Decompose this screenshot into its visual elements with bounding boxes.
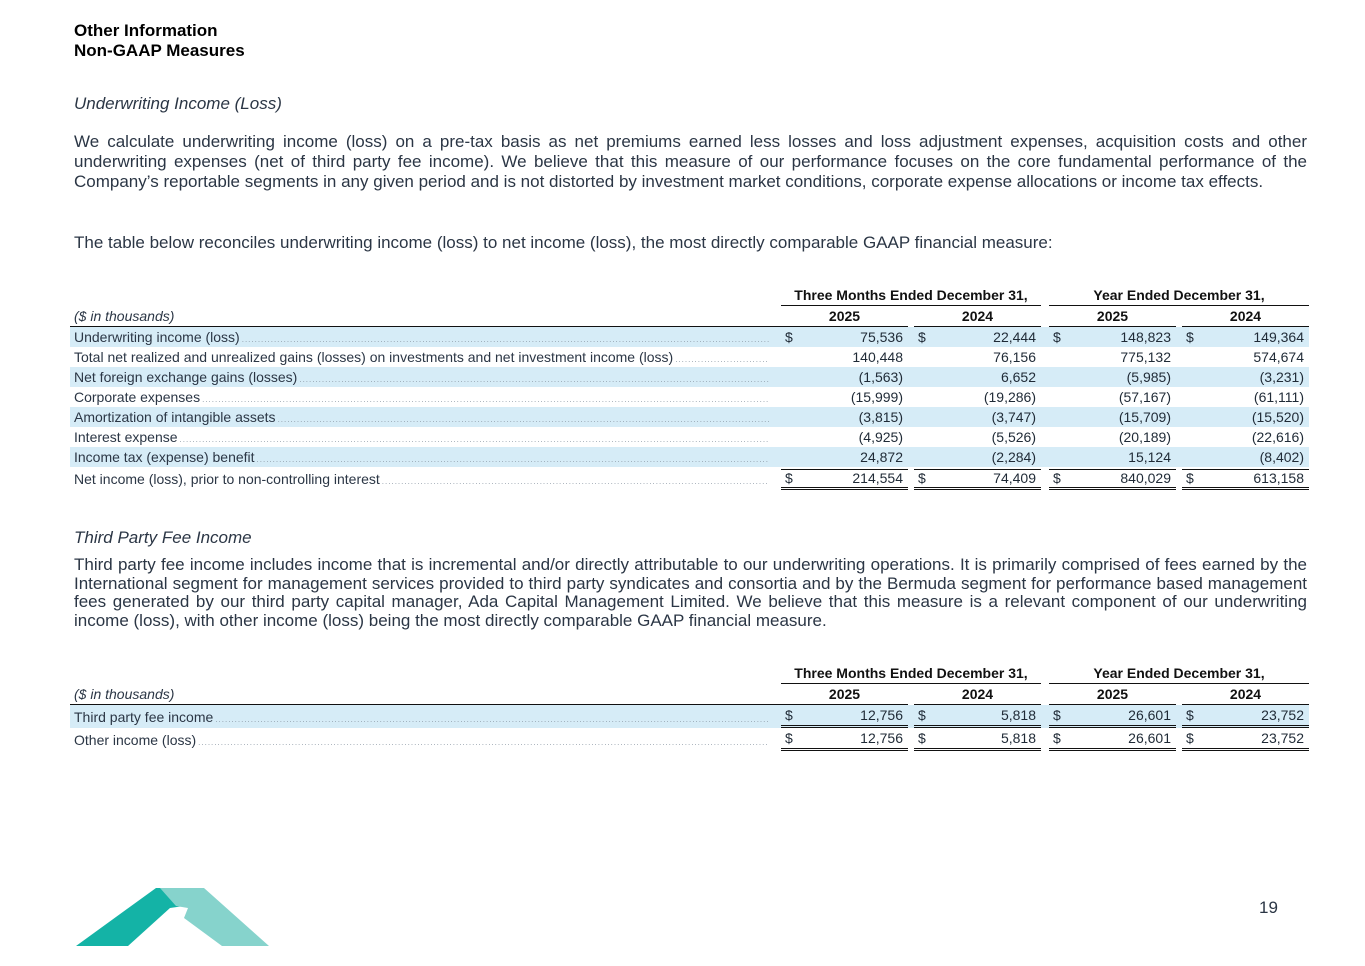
- value-cell: [914, 705, 1041, 728]
- value-cell: [781, 705, 908, 728]
- page-number: 19: [1259, 898, 1278, 917]
- row-label-text: Total net realized and unrealized gains (losses) on investments and net investment income (loss): [74, 349, 674, 365]
- amount: (19,286): [983, 389, 1036, 405]
- amount: (4,925): [858, 429, 903, 445]
- value-cell: [914, 367, 1041, 387]
- amount: 12,756: [860, 707, 903, 723]
- dot-leader: [382, 477, 769, 486]
- currency-symbol: $: [1053, 707, 1061, 723]
- amount: 26,601: [1128, 707, 1171, 723]
- year-header: 2025: [1049, 306, 1176, 327]
- amount: (15,999): [850, 389, 903, 405]
- company-logo: [76, 888, 270, 948]
- amount: 775,132: [1120, 349, 1171, 365]
- amount: (5,985): [1126, 369, 1171, 385]
- value-cell: [1182, 705, 1309, 728]
- amount: (1,563): [858, 369, 903, 385]
- year-header: 2024: [914, 306, 1041, 327]
- row-label-text: Corporate expenses: [74, 389, 201, 405]
- amount: 840,029: [1120, 469, 1171, 486]
- row-label: [70, 705, 773, 728]
- amount: 613,158: [1253, 469, 1304, 486]
- dot-leader: [180, 435, 769, 444]
- value-cell: [781, 347, 908, 367]
- value-cell: [1049, 427, 1176, 447]
- section-title-underwriting: Underwriting Income (Loss): [74, 94, 282, 113]
- header-title: Other Information: [74, 21, 218, 40]
- table-row: [70, 367, 1309, 387]
- value-cell: [1182, 467, 1309, 490]
- value-cell: [781, 367, 908, 387]
- table-row: [70, 407, 1309, 427]
- currency-symbol: $: [1186, 730, 1194, 746]
- page-header: [74, 21, 245, 61]
- row-label: [70, 347, 773, 367]
- amount: 74,409: [993, 469, 1036, 486]
- currency-symbol: $: [785, 730, 793, 746]
- amount: 5,818: [1000, 707, 1036, 723]
- group-header-three-months: Three Months Ended December 31,: [781, 285, 1041, 306]
- underwriting-description: We calculate underwriting income (loss) on a pre-tax basis as net premiums earned less losses and loss adjustment expenses, acquisition costs and other underwriting expenses (net of third party fee income). We believe that this measure of our performance focuses on the core fundamental performance of the Company’s reportable segments in any given period and is not distorted by investment market conditions, corporate expense allocations or income tax effects.: [74, 132, 1307, 191]
- value-cell: [914, 728, 1041, 751]
- row-label: [70, 327, 773, 347]
- currency-symbol: $: [918, 469, 926, 486]
- year-header: 2025: [1049, 684, 1176, 705]
- group-header-year: Year Ended December 31,: [1049, 285, 1309, 306]
- amount: 23,752: [1261, 730, 1304, 746]
- currency-symbol: $: [1053, 329, 1061, 345]
- row-label: [70, 367, 773, 387]
- table-row: [70, 705, 1309, 728]
- value-cell: [781, 447, 908, 467]
- amount: (3,231): [1259, 369, 1304, 385]
- year-header: 2025: [781, 306, 908, 327]
- value-cell: [1049, 728, 1176, 751]
- row-label: [70, 387, 773, 407]
- dot-leader: [675, 355, 769, 364]
- amount: 6,652: [1000, 369, 1036, 385]
- year-header: 2024: [1182, 684, 1309, 705]
- row-label-text: Underwriting income (loss): [74, 329, 240, 345]
- currency-symbol: $: [785, 707, 793, 723]
- value-cell: [1182, 728, 1309, 751]
- value-cell: [1049, 367, 1176, 387]
- underwriting-reconciliation-table: [70, 285, 1309, 490]
- row-label-text: Other income (loss): [74, 731, 197, 748]
- logo-light-shape: [160, 888, 269, 946]
- value-cell: [781, 387, 908, 407]
- row-label-text: Interest expense: [74, 429, 178, 445]
- value-cell: [781, 728, 908, 751]
- amount: 148,823: [1120, 329, 1171, 345]
- value-cell: [914, 327, 1041, 347]
- units-label: ($ in thousands): [70, 684, 773, 705]
- amount: 26,601: [1128, 730, 1171, 746]
- amount: 75,536: [860, 329, 903, 345]
- currency-symbol: $: [1186, 469, 1194, 486]
- value-cell: [1049, 387, 1176, 407]
- amount: (8,402): [1259, 449, 1304, 465]
- value-cell: [1049, 327, 1176, 347]
- value-cell: [914, 447, 1041, 467]
- currency-symbol: $: [1053, 730, 1061, 746]
- fee-income-description: Third party fee income includes income that is incremental and/or directly attributable to our underwriting operations. It is primarily comprised of fees earned by the International segment for management services provided to third party syndicates and consortia and by the Bermuda segment for performance based management fees generated by our third party capital manager, Ada Capital Management Limited. We believe that this measure is a relevant component of our underwriting income (loss), with other income (loss) being the most directly comparable GAAP financial measure.: [74, 555, 1307, 630]
- value-cell: [1182, 367, 1309, 387]
- value-cell: [1049, 705, 1176, 728]
- value-cell: [781, 327, 908, 347]
- amount: 574,674: [1253, 349, 1304, 365]
- amount: 149,364: [1253, 329, 1304, 345]
- amount: (57,167): [1118, 389, 1171, 405]
- year-header: 2024: [914, 684, 1041, 705]
- value-cell: [1049, 407, 1176, 427]
- group-header-three-months: Three Months Ended December 31,: [781, 663, 1041, 684]
- currency-symbol: $: [1053, 469, 1061, 486]
- dot-leader: [278, 415, 769, 424]
- row-label-text: Net income (loss), prior to non-controlling interest: [74, 470, 380, 487]
- value-cell: [1182, 407, 1309, 427]
- row-label: [70, 407, 773, 427]
- value-cell: [1049, 447, 1176, 467]
- row-label-text: Income tax (expense) benefit: [74, 449, 255, 465]
- value-cell: [1049, 347, 1176, 367]
- amount: (15,520): [1251, 409, 1304, 425]
- table-row: [70, 467, 1309, 490]
- table-row: [70, 447, 1309, 467]
- value-cell: [914, 387, 1041, 407]
- value-cell: [1182, 347, 1309, 367]
- amount: 214,554: [852, 469, 903, 486]
- dot-leader: [257, 455, 769, 464]
- value-cell: [1049, 467, 1176, 490]
- row-label: [70, 467, 773, 490]
- value-cell: [781, 427, 908, 447]
- currency-symbol: $: [785, 329, 793, 345]
- currency-symbol: $: [918, 707, 926, 723]
- value-cell: [1182, 387, 1309, 407]
- dot-leader: [215, 715, 769, 724]
- currency-symbol: $: [785, 469, 793, 486]
- header-subtitle: Non-GAAP Measures: [74, 41, 245, 60]
- row-label-text: Third party fee income: [74, 708, 214, 725]
- year-header: 2025: [781, 684, 908, 705]
- amount: (3,815): [858, 409, 903, 425]
- amount: (5,526): [991, 429, 1036, 445]
- section-title-fee-income: Third Party Fee Income: [74, 528, 252, 547]
- value-cell: [781, 467, 908, 490]
- table-row: [70, 347, 1309, 367]
- value-cell: [914, 347, 1041, 367]
- currency-symbol: $: [1186, 707, 1194, 723]
- amount: 140,448: [852, 349, 903, 365]
- units-label: ($ in thousands): [70, 306, 773, 327]
- amount: (20,189): [1118, 429, 1171, 445]
- value-cell: [781, 407, 908, 427]
- amount: (3,747): [991, 409, 1036, 425]
- currency-symbol: $: [1186, 329, 1194, 345]
- value-cell: [1182, 427, 1309, 447]
- amount: 23,752: [1261, 707, 1304, 723]
- table-row: [70, 387, 1309, 407]
- currency-symbol: $: [918, 329, 926, 345]
- fee-income-table: [70, 663, 1309, 751]
- year-header: 2024: [1182, 306, 1309, 327]
- table-row: [70, 427, 1309, 447]
- amount: 15,124: [1128, 449, 1171, 465]
- value-cell: [1182, 327, 1309, 347]
- value-cell: [914, 467, 1041, 490]
- amount: 24,872: [860, 449, 903, 465]
- value-cell: [1182, 447, 1309, 467]
- amount: (15,709): [1118, 409, 1171, 425]
- row-label-text: Amortization of intangible assets: [74, 409, 276, 425]
- amount: 22,444: [993, 329, 1036, 345]
- table-row: [70, 728, 1309, 751]
- amount: 12,756: [860, 730, 903, 746]
- amount: (61,111): [1253, 389, 1304, 405]
- dot-leader: [242, 335, 769, 344]
- dot-leader: [299, 375, 769, 384]
- currency-symbol: $: [918, 730, 926, 746]
- group-header-year: Year Ended December 31,: [1049, 663, 1309, 684]
- amount: 5,818: [1000, 730, 1036, 746]
- value-cell: [914, 407, 1041, 427]
- row-label-text: Net foreign exchange gains (losses): [74, 369, 298, 385]
- amount: 76,156: [993, 349, 1036, 365]
- dot-leader: [202, 395, 769, 404]
- amount: (2,284): [991, 449, 1036, 465]
- dot-leader: [198, 738, 769, 747]
- table-row: [70, 327, 1309, 347]
- row-label: [70, 447, 773, 467]
- row-label: [70, 427, 773, 447]
- reconciliation-intro: The table below reconciles underwriting income (loss) to net income (loss), the most directly comparable GAAP financial measure:: [74, 233, 1053, 252]
- value-cell: [914, 427, 1041, 447]
- amount: (22,616): [1251, 429, 1304, 445]
- row-label: [70, 728, 773, 751]
